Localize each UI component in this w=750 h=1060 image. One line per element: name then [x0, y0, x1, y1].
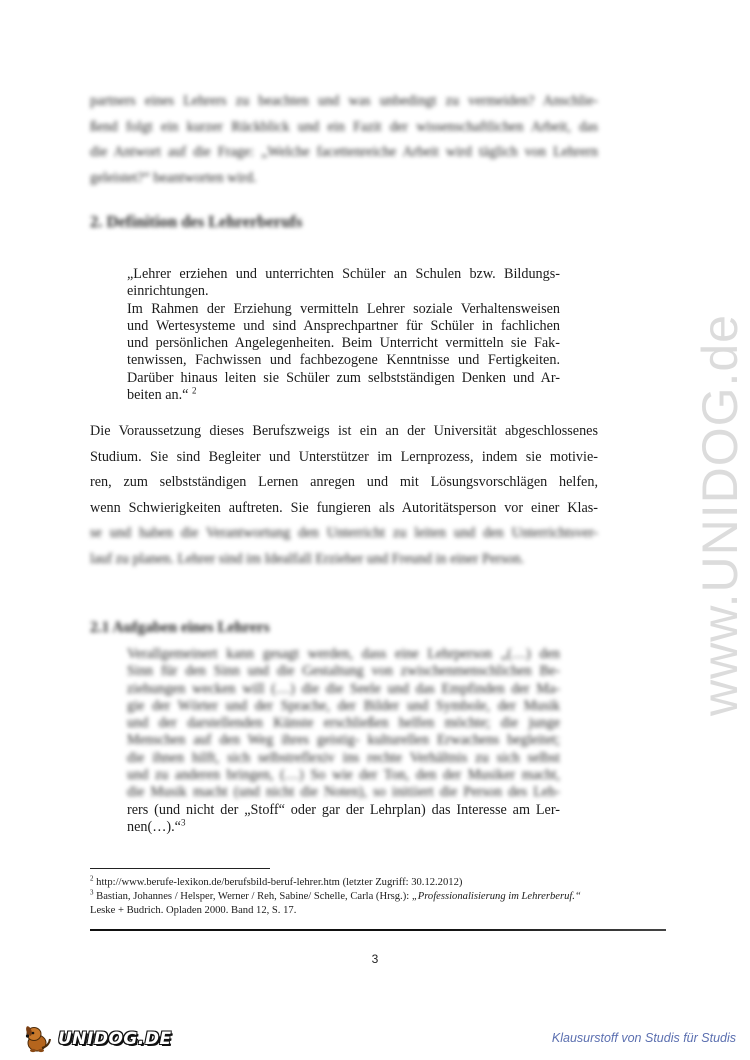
quote-line-text: beiten an.“: [127, 387, 189, 404]
footnote-ref: 3: [180, 817, 186, 828]
quote-line: „Lehrer erziehen und unterrichten Schüler an Schulen bzw. Bildungs-: [127, 266, 560, 282]
quote-line: gie der Wörter und der Sprache, der Bilder und Symbole, der Musik: [127, 697, 560, 714]
unidog-logo[interactable]: [22, 1022, 172, 1054]
quote-line: die Musik macht (und nicht die Noten), so initiiert die Person des Leh-: [127, 784, 560, 801]
quote-line: ziehungen wecken will (…) die die Seele und das Empfinden der Ma-: [127, 680, 560, 697]
quote-line-last: [127, 819, 560, 836]
quote-line: Verallgemeinert kann gesagt werden, dass eine Lehrperson „(…) den: [127, 646, 560, 662]
tasks-quote-blurred: [127, 646, 560, 802]
quote-line: und zu anderen bringen, (…) So wie der Ton, den der Musiker macht,: [127, 767, 560, 784]
text-line: ßend folgt ein kurzer Rückblick und ein Fazit der wissenschaftlichen Arbeit, das: [90, 118, 598, 135]
quote-line-text: nen(…).“: [127, 819, 181, 836]
unidog-watermark: www.UNIDOG.de: [692, 314, 748, 716]
footnote-text-after: Leske + Budrich. Opladen 2000. Band 12, S. 17.: [90, 904, 297, 916]
footnote-link[interactable]: http://www.berufe-lexikon.de/berufsbild-beruf-lehrer.htm (letzter Zugriff: 30.12.2012): [93, 877, 463, 888]
text-line: geleistet?“ beantworten wird.: [90, 169, 257, 186]
dog-mascot-icon: [22, 1022, 54, 1054]
quote-line: und der darstellenden Künste erschließen helfen möchte; die junge: [127, 715, 560, 732]
quote-line: Menschen auf den Weg ihres geistig- kulturellen Erwachens begleitet;: [127, 732, 560, 749]
quote-line: Im Rahmen der Erziehung vermitteln Lehrer soziale Verhaltensweisen: [127, 300, 560, 317]
tasks-quote-visible: [127, 802, 560, 837]
footnote-text: Bastian, Johannes / Helsper, Werner / Reh, Sabine/ Schelle, Carla (Hrsg.):: [93, 890, 412, 902]
definition-quote: [127, 266, 560, 404]
footnote-divider: [90, 868, 270, 869]
section-heading-tasks: 2.1 Aufgaben eines Lehrers: [90, 619, 270, 636]
footnote-ref: 2: [192, 385, 197, 396]
quote-line: die ihnen hilft, sich selbstreflexiv ins rechte Verhältnis zu sich selbst: [127, 749, 560, 766]
logo-text: UNIDOG.DE: [58, 1029, 172, 1049]
text-line: Studium. Sie sind Begleiter und Unterstützer im Lernprozess, indem sie motivie-: [90, 448, 598, 465]
quote-line-last: [127, 387, 560, 404]
quote-line: Darüber hinaus leiten sie Schüler zum selbstständigen Denken und Ar-: [127, 369, 560, 386]
text-line: die Antwort auf die Frage: „Welche facettenreiche Arbeit wird täglich von Lehrern: [90, 144, 598, 161]
footnote-title: „Professionalisierung im Lehrerberuf.“: [411, 890, 581, 902]
text-line: wenn Schwierigkeiten auftreten. Sie fungieren als Autoritätsperson vor einer Klas-: [90, 499, 598, 516]
text-line: lauf zu planen. Lehrer sind im Idealfall Erzieher und Freund in einer Person.: [90, 550, 525, 567]
quote-line: tenwissen, Fachwissen und fachbezogene Kenntnisse und Fertigkeiten.: [127, 352, 560, 369]
page-bottom-rule: [90, 929, 666, 931]
definition-body-blurred: [90, 521, 598, 572]
text-line: se und haben die Verantwortung den Unterricht zu leiten und den Unterrichtsver-: [90, 525, 598, 541]
section-heading-definition: 2. Definition des Lehrerberufs: [90, 212, 303, 231]
text-line: ren, zum selbstständigen Lernen anregen und mit Lösungsvorschlägen helfen,: [90, 474, 598, 491]
text-line: Die Voraussetzung dieses Berufszweigs ist ein an der Universität abgeschlossenes: [90, 423, 598, 439]
quote-line: und Wertesysteme und sind Ansprechpartner für Schüler in fachlichen: [127, 317, 560, 334]
footnote-number: 2: [90, 874, 94, 883]
definition-body: [90, 419, 598, 521]
intro-paragraph-blurred: [90, 89, 598, 191]
tagline: Klausurstoff von Studis für Studis: [551, 1031, 736, 1045]
footnote-number: 3: [90, 888, 94, 897]
footnote-2: [90, 876, 598, 890]
quote-line: Sinn für den Sinn und die Gestaltung von zwischenmenschlichen Be-: [127, 663, 560, 680]
quote-line: und persönlichen Angelegenheiten. Beim Unterricht vermitteln sie Fak-: [127, 335, 560, 352]
footnotes: [90, 876, 598, 917]
quote-line: rers (und nicht der „Stoff“ oder gar der Lehrplan) das Interesse am Ler-: [127, 802, 560, 818]
footnote-3: [90, 890, 598, 918]
quote-line: einrichtungen.: [127, 283, 209, 300]
page-number: 3: [371, 952, 379, 966]
text-line: partners eines Lehrers zu beachten und was unbedingt zu vermeiden? Anschlie-: [90, 93, 598, 109]
